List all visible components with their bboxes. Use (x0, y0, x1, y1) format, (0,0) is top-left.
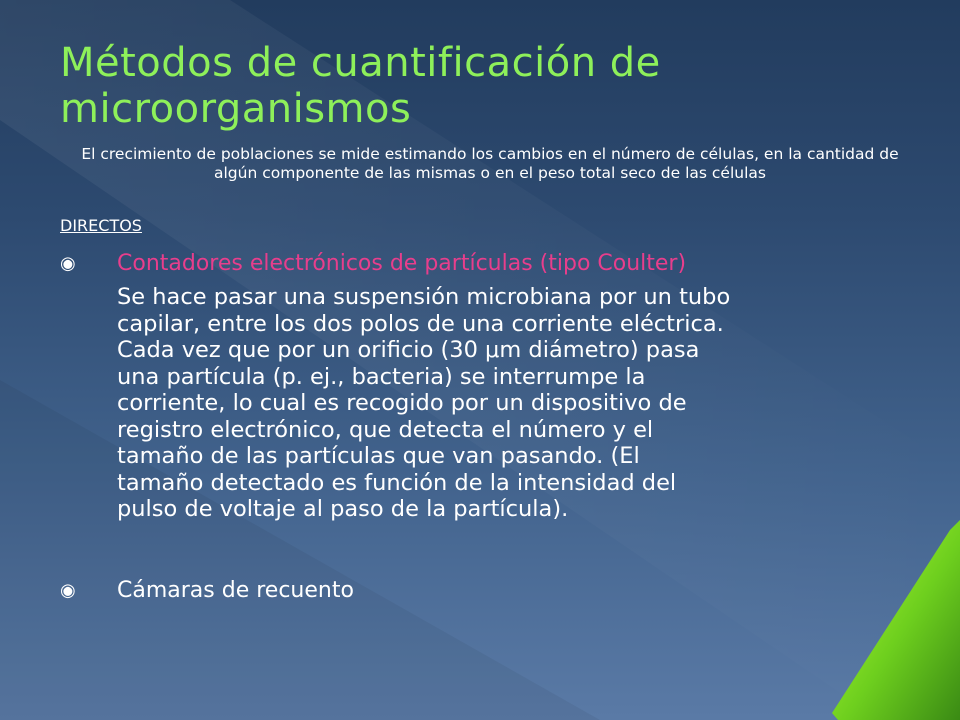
body-line: tamaño detectado es función de la intensidad del (117, 469, 677, 496)
circled-dot-bullet-icon: ◉ (60, 580, 76, 601)
body-line: corriente, lo cual es recogido por un dispositivo de (117, 390, 687, 416)
body-line: Cada vez que por un orificio (30 μm diámetro) pasa (117, 337, 700, 363)
intro-paragraph: El crecimiento de poblaciones se mide estimando los cambios en el número de células, en la cantidad de algún componente de las mismas o en el peso total seco de las células (81, 145, 899, 182)
slide-title (60, 40, 920, 132)
body-line: tamaño de las partículas que van pasando. (El (117, 443, 640, 469)
body-line: capilar, entre los dos polos de una corriente eléctrica. (117, 310, 724, 337)
title-line-2: microorganismos (60, 86, 412, 132)
bullet-body-text (117, 284, 917, 523)
body-line: pulso de voltaje al paso de la partícula). (117, 496, 569, 522)
bullet-label-contadores: Contadores electrónicos de partículas (tipo Coulter) (117, 251, 687, 276)
circled-dot-bullet-icon: ◉ (60, 253, 76, 274)
section-heading-directos: DIRECTOS (60, 216, 142, 235)
body-line: una partícula (p. ej., bacteria) se interrumpe la (117, 363, 646, 390)
body-line: Se hace pasar una suspensión microbiana por un tubo (117, 284, 731, 310)
bullet-label-camaras: Cámaras de recuento (117, 578, 354, 603)
title-line-1: Métodos de cuantificación de (60, 40, 661, 86)
body-line: registro electrónico, que detecta el número y el (117, 416, 654, 443)
